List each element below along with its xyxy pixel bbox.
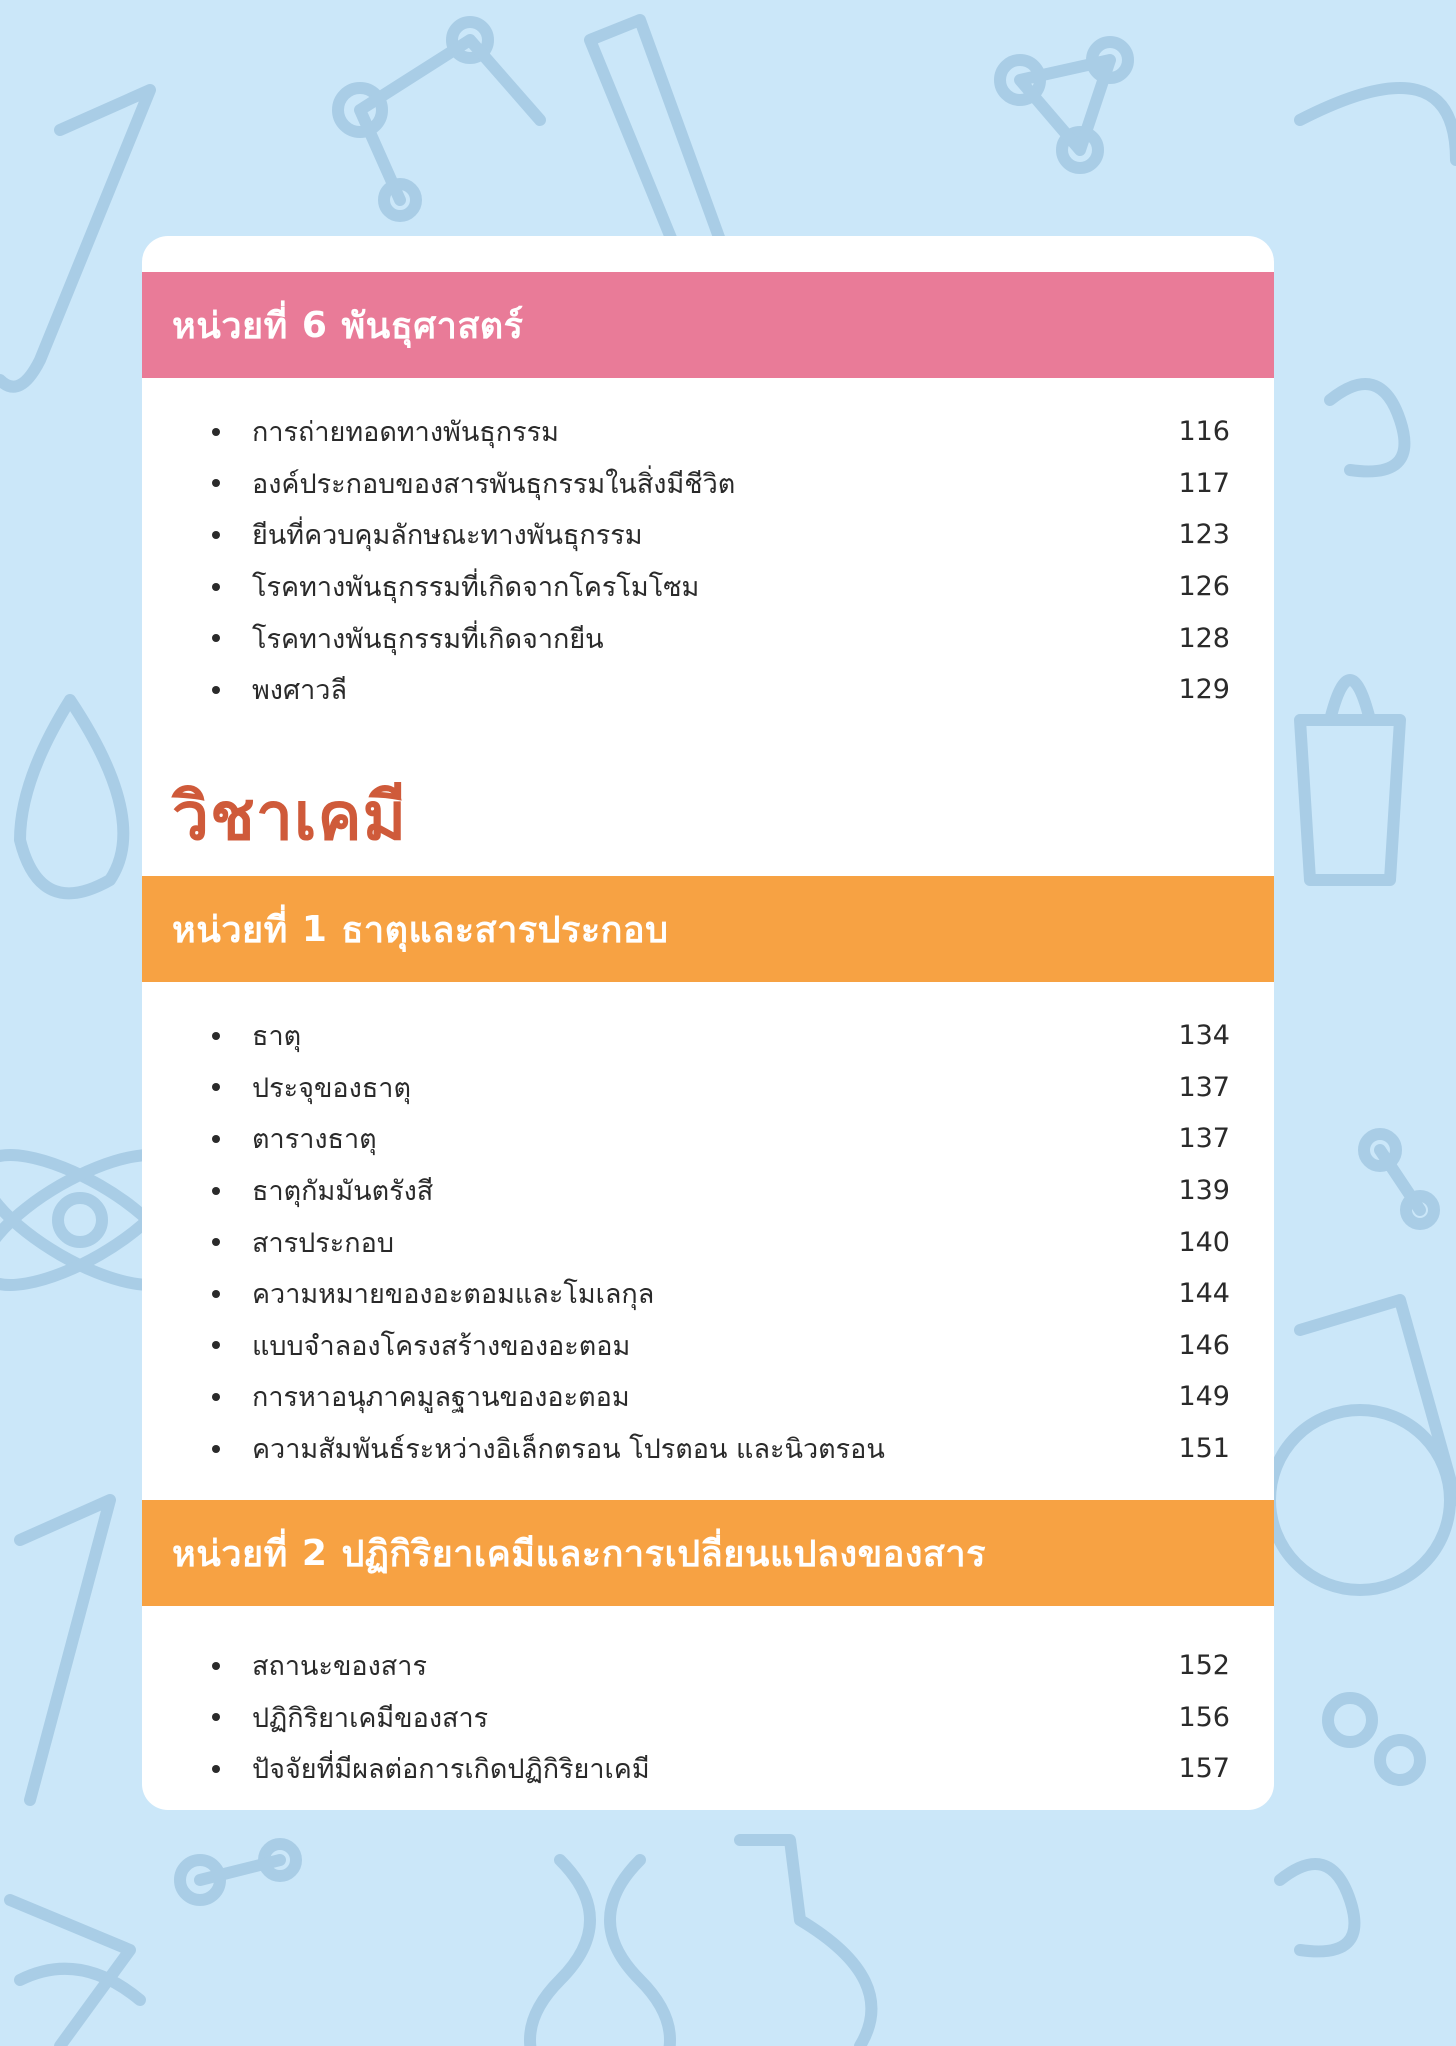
toc-entry-page: 123 <box>1178 519 1230 551</box>
toc-entry[interactable] <box>142 1692 1274 1744</box>
toc-entry[interactable] <box>142 1010 1274 1062</box>
bullet-icon <box>212 1135 220 1143</box>
toc-entry-page: 117 <box>1178 467 1230 499</box>
unit-title: ปฏิกิริยาเคมีและการเปลี่ยนแปลงของสาร <box>341 1533 986 1575</box>
bullet-icon <box>212 531 220 539</box>
toc-entry[interactable] <box>142 1320 1274 1372</box>
toc-entry[interactable] <box>142 1216 1274 1268</box>
unit-number: 1 <box>301 908 328 950</box>
unit-prefix: หน่วยที่ <box>172 909 288 951</box>
toc-entry[interactable] <box>142 1062 1274 1114</box>
bullet-icon <box>212 1032 220 1040</box>
toc-entry[interactable] <box>142 1371 1274 1423</box>
bullet-icon <box>212 1187 220 1195</box>
toc-entry-label: พงศาวลี <box>252 675 347 707</box>
unit-6-header <box>142 272 1274 378</box>
chem-unit-2-header <box>142 1500 1274 1606</box>
bullet-icon <box>212 1765 220 1773</box>
bullet-icon <box>212 1290 220 1298</box>
bullet-icon <box>212 686 220 694</box>
toc-entry[interactable] <box>142 406 1274 458</box>
toc-entry-page: 126 <box>1178 571 1230 603</box>
toc-entry-page: 129 <box>1178 674 1230 706</box>
toc-entry-page: 139 <box>1178 1175 1230 1207</box>
toc-entry[interactable] <box>142 1423 1274 1475</box>
molecule-icon <box>360 40 540 200</box>
toc-entry-page: 151 <box>1178 1433 1230 1465</box>
test-tube-icon <box>0 90 150 387</box>
unit-title: ธาตุและสารประกอบ <box>341 909 669 951</box>
toc-entry[interactable] <box>142 1640 1274 1692</box>
toc-entry-label: การถ่ายทอดทางพันธุกรรม <box>252 417 559 449</box>
toc-entry[interactable] <box>142 458 1274 510</box>
unit-number: 2 <box>301 1532 328 1574</box>
unit-6-toc-list <box>142 406 1274 716</box>
toc-entry-page: 149 <box>1178 1381 1230 1413</box>
toc-entry-page: 128 <box>1178 622 1230 654</box>
table-of-contents-card <box>142 236 1274 1810</box>
toc-entry-label: ประจุของธาตุ <box>252 1072 411 1104</box>
toc-entry-page: 146 <box>1178 1329 1230 1361</box>
bullet-icon <box>212 1393 220 1401</box>
chem-unit-2-toc-list <box>142 1640 1274 1795</box>
toc-entry[interactable] <box>142 1743 1274 1795</box>
unit-prefix: หน่วยที่ <box>172 305 288 347</box>
toc-entry[interactable] <box>142 612 1274 664</box>
toc-entry[interactable] <box>142 561 1274 613</box>
toc-entry-label: ปฏิกิริยาเคมีของสาร <box>252 1702 489 1734</box>
bullet-icon <box>212 634 220 642</box>
toc-entry[interactable] <box>142 1165 1274 1217</box>
bullet-icon <box>212 1083 220 1091</box>
unit-title: พันธุศาสตร์ <box>341 305 524 347</box>
toc-entry-page: 137 <box>1178 1123 1230 1155</box>
toc-entry-page: 116 <box>1178 416 1230 448</box>
toc-entry-page: 140 <box>1178 1226 1230 1258</box>
bullet-icon <box>212 583 220 591</box>
toc-entry-label: โรคทางพันธุกรรมที่เกิดจากโครโมโซม <box>252 572 700 604</box>
unit-number: 6 <box>301 304 328 346</box>
toc-entry-label: การหาอนุภาคมูลฐานของอะตอม <box>252 1382 630 1414</box>
chem-unit-1-toc-list <box>142 1010 1274 1474</box>
toc-entry-page: 152 <box>1178 1650 1230 1682</box>
toc-entry[interactable] <box>142 1113 1274 1165</box>
bullet-icon <box>212 1662 220 1670</box>
toc-entry-label: ปัจจัยที่มีผลต่อการเกิดปฏิกิริยาเคมี <box>252 1754 650 1786</box>
toc-entry[interactable] <box>142 1268 1274 1320</box>
toc-entry-label: ความหมายของอะตอมและโมเลกุล <box>252 1279 655 1311</box>
bullet-icon <box>212 1445 220 1453</box>
toc-entry-label: สารประกอบ <box>252 1227 394 1259</box>
toc-entry-label: โรคทางพันธุกรรมที่เกิดจากยีน <box>252 623 604 655</box>
toc-entry[interactable] <box>142 509 1274 561</box>
toc-entry-page: 144 <box>1178 1278 1230 1310</box>
toc-entry-page: 134 <box>1178 1020 1230 1052</box>
toc-entry-page: 157 <box>1178 1753 1230 1785</box>
toc-entry-page: 137 <box>1178 1071 1230 1103</box>
toc-entry-page: 156 <box>1178 1701 1230 1733</box>
toc-entry[interactable] <box>142 664 1274 716</box>
subject-title: วิชาเคมี <box>172 778 408 855</box>
bullet-icon <box>212 1341 220 1349</box>
toc-entry-label: ตารางธาตุ <box>252 1124 377 1156</box>
bullet-icon <box>212 1713 220 1721</box>
bullet-icon <box>212 479 220 487</box>
toc-entry-label: องค์ประกอบของสารพันธุกรรมในสิ่งมีชีวิต <box>252 468 736 500</box>
toc-entry-label: แบบจำลองโครงสร้างของอะตอม <box>252 1330 631 1362</box>
toc-entry-label: สถานะของสาร <box>252 1651 427 1683</box>
chem-unit-1-header <box>142 876 1274 982</box>
toc-entry-label: ยีนที่ควบคุมลักษณะทางพันธุกรรม <box>252 520 643 552</box>
bullet-icon <box>212 1238 220 1246</box>
bullet-icon <box>212 428 220 436</box>
unit-prefix: หน่วยที่ <box>172 1533 288 1575</box>
toc-entry-label: ธาตุกัมมันตรังสี <box>252 1176 434 1208</box>
toc-entry-label: ธาตุ <box>252 1021 302 1053</box>
toc-entry-label: ความสัมพันธ์ระหว่างอิเล็กตรอน โปรตอน และนิวตรอน <box>252 1434 885 1466</box>
